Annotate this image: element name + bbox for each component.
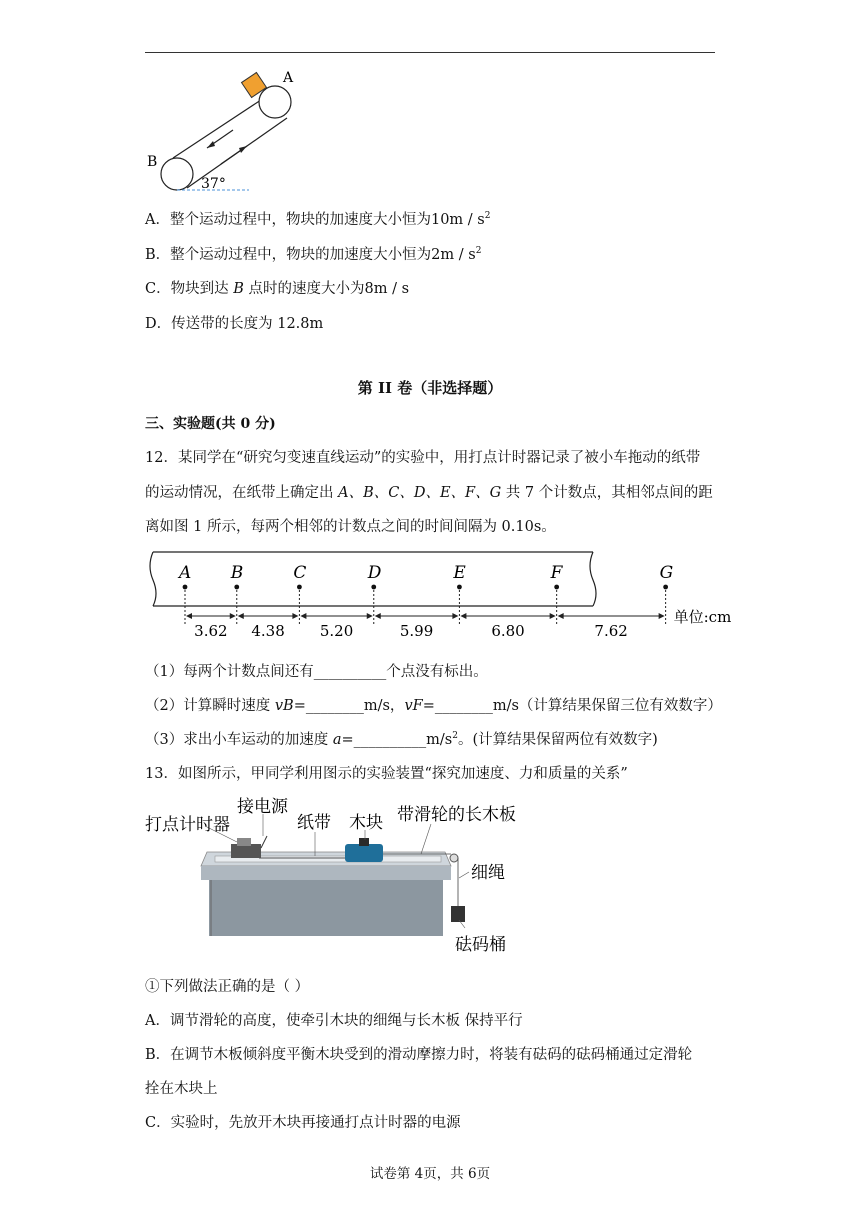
- option-a: A．整个运动过程中，物块的加速度大小恒为$10m / s^2$: [145, 211, 491, 228]
- arrow-head: [367, 613, 373, 619]
- top-rule: [145, 52, 715, 53]
- paper-tape-figure: [145, 550, 732, 642]
- q12-sub2: （2）计算瞬时速度 vB=________m/s，vF=________m/s（计算结果保留三位有效数字）: [145, 698, 722, 714]
- label-a: A: [283, 70, 294, 86]
- arrow-head: [375, 613, 381, 619]
- tape-point-dot: [371, 585, 376, 590]
- tape-point-dot: [457, 585, 462, 590]
- arrow-head: [238, 613, 244, 619]
- angle-label: 37°: [201, 176, 226, 192]
- arrow-head: [230, 613, 236, 619]
- tape-point-dot: [297, 585, 302, 590]
- label-timer: 打点计时器: [145, 815, 230, 835]
- label-b: B: [147, 154, 158, 170]
- tape-point-dot: [183, 585, 188, 590]
- page-footer: 试卷第 4页，共 6页: [369, 1166, 491, 1182]
- tape-point-dot: [234, 585, 239, 590]
- tape-point-label: D: [367, 563, 382, 583]
- distance-label: 4.38: [251, 622, 285, 640]
- q12-sub1: （1）每两个计数点间还有__________个点没有标出。: [145, 664, 488, 680]
- arrow-head: [558, 613, 564, 619]
- tape-point-label: B: [230, 563, 244, 583]
- tape-point-label: G: [659, 563, 674, 583]
- q13-line1: 13．如图所示，甲同学利用图示的实验装置“探究加速度、力和质量的关系”: [145, 766, 628, 782]
- label-bucket: 砝码桶: [455, 935, 506, 955]
- arrow-head: [659, 613, 665, 619]
- tape-point-dot: [663, 585, 668, 590]
- label-power: 接电源: [237, 797, 288, 817]
- q12-line3: 离如图 1 所示，每两个相邻的计数点之间的时间间隔为 0.10s。: [145, 519, 556, 535]
- tape-point-label: C: [293, 563, 307, 583]
- section-title: 第 II 卷（非选择题）: [357, 379, 503, 397]
- label-board: 带滑轮的长木板: [397, 805, 516, 825]
- distance-label: 7.62: [594, 622, 628, 640]
- option-c: C．物块到达 B 点时的速度大小为8m / s: [145, 281, 410, 297]
- q13-option-c: C．实验时，先放开木块再接通打点计时器的电源: [145, 1115, 461, 1131]
- arrow-head: [300, 613, 306, 619]
- conveyor-belt-figure: [145, 62, 305, 198]
- q13-option-a: A．调节滑轮的高度，使牵引木块的细绳与长木板 保持平行: [145, 1013, 523, 1029]
- option-d: D．传送带的长度为 12.8m: [145, 316, 324, 332]
- q13-question: ①下列做法正确的是（ ）: [145, 979, 310, 995]
- distance-label: 5.20: [319, 622, 354, 640]
- apparatus-figure: [145, 794, 545, 962]
- arrow-head: [460, 613, 466, 619]
- tape-point-label: A: [179, 563, 192, 583]
- arrow-head: [186, 613, 192, 619]
- arrow-head: [550, 613, 556, 619]
- distance-label: 5.99: [399, 622, 434, 640]
- section-heading: 三、实验题(共 0 分): [145, 416, 276, 432]
- arrow-head: [452, 613, 458, 619]
- unit-label: 单位:cm: [673, 608, 732, 626]
- q12-line1: 12．某同学在“研究匀变速直线运动”的实验中，用打点计时器记录了被小车拖动的纸带: [145, 450, 701, 466]
- label-tape: 纸带: [297, 813, 331, 833]
- q12-sub3: （3）求出小车运动的加速度 $a=\_\_\_\_\_\_\_\_\_\_m/s^2$。(计算结果保留两位有效数字): [145, 731, 658, 748]
- label-rope: 细绳: [471, 863, 505, 883]
- tape-point-label: F: [550, 563, 563, 583]
- option-b: B．整个运动过程中，物块的加速度大小恒为$2m / s^2$: [145, 246, 482, 263]
- distance-label: 3.62: [194, 622, 228, 640]
- arrow-head: [292, 613, 298, 619]
- tape-point-label: E: [453, 563, 466, 583]
- q12-line2: 的运动情况，在纸带上确定出 A、B、C、D、E、F、G 共 7 个计数点，其相邻点间的距: [145, 485, 713, 501]
- q13-option-b-line2: 拴在木块上: [145, 1081, 218, 1097]
- distance-label: 6.80: [491, 622, 525, 640]
- q13-option-b-line1: B．在调节木板倾斜度平衡木块受到的滑动摩擦力时，将装有砝码的砝码桶通过定滑轮: [145, 1047, 693, 1063]
- label-block: 木块: [349, 813, 383, 833]
- tape-point-dot: [554, 585, 559, 590]
